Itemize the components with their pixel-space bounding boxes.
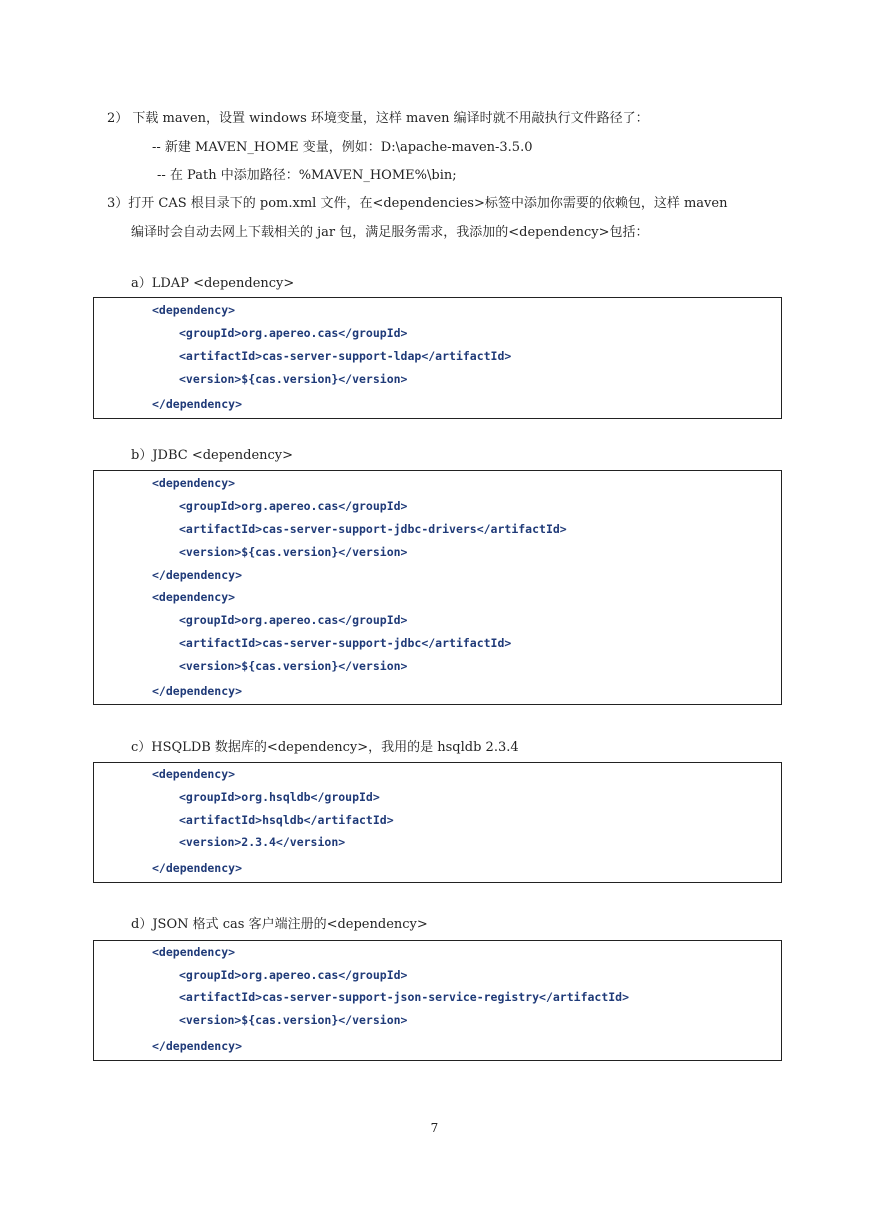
step3-line1: 3）打开 CAS 根目录下的 pom.xml 文件，在<dependencies>标签中添加你需要的依赖包，这样 maven [107,196,728,211]
step3-line2: 编译时会自动去网上下载相关的 jar 包，满足服务需求，我添加的<dependency>包括： [131,225,649,240]
code-line: <artifactId>cas-server-support-jdbc</artifactId> [179,636,512,650]
code-line: <artifactId>cas-server-support-json-service-registry</artifactId> [179,990,630,1004]
code-line: <groupId>org.hsqldb</groupId> [179,790,380,804]
code-line: <version>${cas.version}</version> [179,1013,408,1027]
code-line: <dependency> [152,303,236,317]
code-line: </dependency> [152,861,243,875]
code-line: <artifactId>cas-server-support-jdbc-drivers</artifactId> [179,522,567,536]
step2-title: 2） 下载 maven，设置 windows 环境变量，这样 maven 编译时就不用敲执行文件路径了： [107,111,649,126]
code-line: <artifactId>cas-server-support-ldap</artifactId> [179,349,512,363]
section-c-heading: c）HSQLDB 数据库的<dependency>，我用的是 hsqldb 2.3.4 [131,740,519,755]
code-line: <groupId>org.apereo.cas</groupId> [179,968,408,982]
section-a-heading: a）LDAP <dependency> [131,276,295,291]
code-line: <version>${cas.version}</version> [179,545,408,559]
code-line: <groupId>org.apereo.cas</groupId> [179,326,408,340]
code-line: <dependency> [152,476,236,490]
code-block-json [93,940,782,1061]
code-line: </dependency> [152,568,243,582]
code-line: </dependency> [152,1039,243,1053]
code-block-hsqldb [93,762,782,883]
code-line: </dependency> [152,397,243,411]
code-line: <groupId>org.apereo.cas</groupId> [179,613,408,627]
page-number: 7 [430,1121,439,1135]
code-line: <artifactId>hsqldb</artifactId> [179,813,394,827]
section-b-heading: b）JDBC <dependency> [131,448,294,463]
code-line: <version>${cas.version}</version> [179,372,408,386]
step2-sub2: -- 在 Path 中添加路径：%MAVEN_HOME%\bin; [157,168,457,183]
code-line: </dependency> [152,684,243,698]
section-d-heading: d）JSON 格式 cas 客户端注册的<dependency> [131,917,428,932]
step2-sub1: -- 新建 MAVEN_HOME 变量，例如：D:\apache-maven-3.5.0 [152,140,533,155]
code-block-ldap [93,297,782,419]
code-line: <groupId>org.apereo.cas</groupId> [179,499,408,513]
code-line: <dependency> [152,945,236,959]
code-line: <dependency> [152,767,236,781]
code-block-jdbc [93,470,782,705]
code-line: <version>${cas.version}</version> [179,659,408,673]
code-line: <dependency> [152,590,236,604]
code-line: <version>2.3.4</version> [179,835,346,849]
